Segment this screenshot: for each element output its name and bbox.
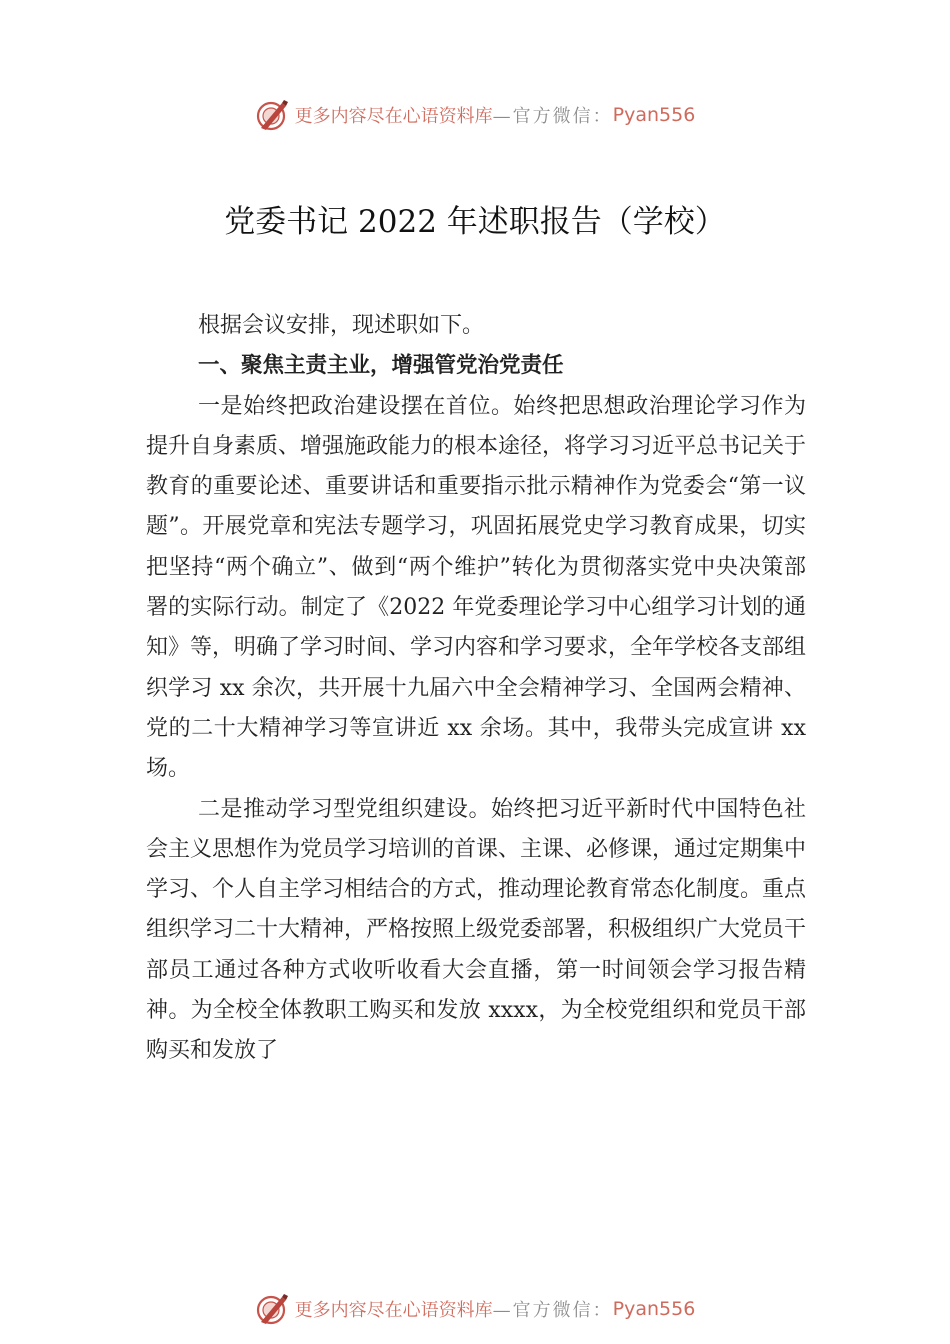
pen-logo-icon — [255, 1292, 289, 1326]
document-body — [146, 306, 806, 1072]
watermark-red-text: 更多内容尽在心语资料库 — [294, 106, 493, 127]
watermark-red-text: 更多内容尽在心语资料库 — [294, 1300, 493, 1321]
pen-logo-icon — [255, 98, 289, 132]
watermark-header — [0, 95, 950, 135]
watermark-wechat-id: Pyan556 — [612, 1298, 696, 1320]
intro-paragraph: 根据会议安排，现述职如下。 — [198, 313, 485, 338]
document-title: 党委书记 2022 年述职报告（学校） — [224, 204, 726, 240]
watermark-footer — [0, 1289, 950, 1329]
body-paragraph-1: 一是始终把政治建设摆在首位。始终把思想政治理论学习作为提升自身素质、增强施政能力的根本途径，将学习习近平总书记关于教育的重要论述、重要讲话和重要指示批示精神作为党委会“第一议题”。开展党章和宪法专题学习，巩固拓展党史学习教育成果，切实把坚持“两个确立”、做到“两个维护”转化为贯彻落实党中央决策部署的实际行动。制定了《2022 年党委理论学习中心组学习计划的通知》等，明确了学习时间、学习内容和学习要求，全年学校各支部组织学习 xx 余次，共开展十九届六中全会精神学习、全国两会精神、党的二十大精神学习等宣讲近 xx 余场。其中，我带头完成宣讲 xx 场。 — [146, 393, 807, 782]
watermark-wechat-id: Pyan556 — [612, 104, 696, 126]
watermark-grey-text: —官方微信： — [492, 1300, 613, 1321]
watermark-grey-text: —官方微信： — [492, 106, 613, 127]
section-heading: 一、聚焦主责主业，增强管党治党责任 — [198, 353, 564, 379]
body-paragraph-2: 二是推动学习型党组织建设。始终把习近平新时代中国特色社会主义思想作为党员学习培训的首课、主课、必修课，通过定期集中学习、个人自主学习相结合的方式，推动理论教育常态化制度。重点组织学习二十大精神，严格按照上级党委部署，积极组织广大党员干部员工通过各种方式收听收看大会直播，第一时间领会学习报告精神。为全校全体教职工购买和发放 xxxx，为全校党组织和党员干部购买和发放了 — [146, 796, 807, 1064]
